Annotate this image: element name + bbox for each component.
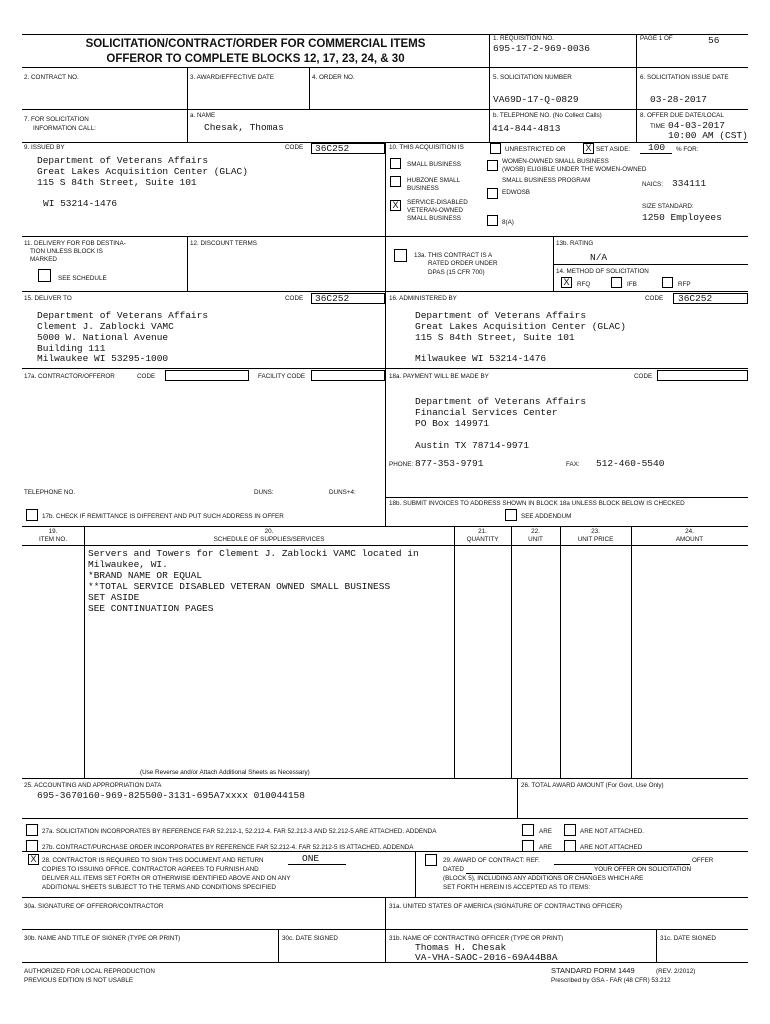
admin-code-label: CODE — [645, 295, 664, 302]
issued-line-2: Great Lakes Acquisition Center (GLAC) — [37, 166, 248, 177]
ifb-label: IFB — [627, 281, 637, 288]
sdvosb-label-1: SERVICE-DISABLED — [407, 199, 468, 206]
set-aside-label: SET ASIDE: — [596, 146, 631, 153]
col23-num: 23. — [591, 528, 600, 535]
wosb-checkbox[interactable] — [487, 160, 498, 171]
rating-label: 13b. RATING — [556, 240, 594, 247]
accounting-data: 695-3670160-969-825500-3131-695A7xxxx 010044158 — [37, 790, 305, 801]
clause-29-offer: OFFER — [692, 857, 714, 864]
col20-num: 20. — [264, 528, 274, 535]
clause-29-line-4: SET FORTH HEREIN IS ACCEPTED AS TO ITEMS: — [443, 884, 591, 891]
wosb-label-2: (WOSB) ELIGIBLE UNDER THE WOMEN-OWNED — [502, 166, 647, 173]
clause-27b-are-not: ARE NOT ATTACHED — [580, 844, 643, 851]
contact-name[interactable]: Chesak, Thomas — [204, 122, 284, 133]
col-schedule-header — [84, 528, 454, 544]
payment-fax-label: FAX: — [566, 461, 580, 468]
footer-authorized: AUTHORIZED FOR LOCAL REPRODUCTION — [24, 968, 155, 975]
page-total: 56 — [708, 35, 720, 46]
offeror-date-label: 30c. DATE SIGNED — [282, 935, 338, 942]
admin-code: 36C252 — [678, 293, 713, 304]
deliver-code: 36C252 — [315, 293, 350, 304]
rfp-label: RFP — [678, 281, 691, 288]
unrestricted-checkbox[interactable] — [490, 143, 501, 154]
administered-by-label: 16. ADMINISTERED BY — [389, 295, 457, 302]
hubzone-label-2: BUSINESS — [407, 185, 439, 192]
clause-27a-are-not-checkbox[interactable] — [564, 824, 576, 836]
award-date-label: 3. AWARD/EFFECTIVE DATE — [190, 74, 275, 81]
contractor-code-box[interactable] — [165, 370, 249, 381]
solicitation-number-label: 5. SOLICITATION NUMBER — [493, 74, 572, 81]
payment-line-1: Department of Veterans Affairs — [415, 396, 587, 407]
solicitation-date-label: 6. SOLICITATION ISSUE DATE — [640, 74, 729, 81]
contact-phone-label: b. TELEPHONE NO. (No Collect Calls) — [493, 112, 602, 119]
payment-fax: 512-460-5540 — [596, 458, 665, 469]
col19-num: 19. — [48, 528, 58, 535]
set-aside-percent-for: % FOR: — [676, 146, 699, 153]
footer-revision: (REV. 2/2012) — [656, 968, 696, 975]
col-unit-price-header — [560, 528, 631, 544]
schedule-line-2: Milwaukee, WI. — [88, 559, 168, 570]
submit-invoices-label: 18b. SUBMIT INVOICES TO ADDRESS SHOWN IN BLOCK 18a UNLESS BLOCK BELOW IS CHECKED — [389, 500, 685, 507]
clause-27a-are-checkbox[interactable] — [522, 824, 534, 836]
requisition-number[interactable]: 695-17-2-969-0036 — [493, 43, 590, 54]
delivery-label-1: 11. DELIVERY FOR FOB DESTINA- — [24, 240, 126, 247]
payment-label: 18a. PAYMENT WILL BE MADE BY — [389, 373, 489, 380]
issued-line-4: WI 53214-1476 — [43, 198, 118, 209]
deliver-code-label: CODE — [285, 295, 304, 302]
col-unit-header — [511, 528, 560, 544]
rated-order-label-2: RATED ORDER UNDER — [428, 260, 498, 267]
unrestricted-label: UNRESTRICTED OR — [505, 146, 566, 153]
deliver-line-4: Building 111 — [37, 343, 106, 354]
ifb-checkbox[interactable] — [611, 277, 622, 288]
col22-label: UNIT — [528, 536, 543, 543]
col19-label: ITEM NO. — [39, 536, 67, 543]
payment-line-3: PO Box 149971 — [415, 418, 490, 429]
clause-27a-label: 27a. SOLICITATION INCORPORATES BY REFERENCE FAR 52.212-1, 52.212-4. FAR 52.212-3 AND 52.212-5 ARE ATTACHED. ADDENDA — [42, 828, 437, 835]
rfq-label: RFQ — [577, 281, 591, 288]
deliver-to-label: 15. DELIVER TO — [24, 295, 72, 302]
remittance-checkbox[interactable] — [26, 509, 38, 521]
set-aside-percent[interactable]: 100 — [648, 142, 666, 153]
method-label: 14. METHOD OF SOLICITATION — [556, 268, 649, 275]
officer-signature-id: VA-VHA-SAOC-2016-69A44B8A — [415, 952, 558, 963]
admin-line-2: Great Lakes Acquisition Center (GLAC) — [415, 321, 626, 332]
eight-a-label: 8(A) — [502, 219, 514, 226]
rfp-checkbox[interactable] — [662, 277, 673, 288]
col21-label: QUANTITY — [466, 536, 499, 543]
deliver-line-3: 5000 W. National Avenue — [37, 332, 169, 343]
schedule-line-5: SET ASIDE — [88, 592, 140, 603]
naics-label: NAICS: — [642, 181, 663, 188]
rated-order-label-1: 13a. THIS CONTRACT IS A — [414, 252, 493, 259]
footer-previous-edition: PREVIOUS EDITION IS NOT USABLE — [24, 977, 134, 984]
issued-code-label: CODE — [285, 144, 304, 151]
clause-28-copies[interactable]: ONE — [302, 853, 320, 864]
sdvosb-label-3: SMALL BUSINESS — [407, 215, 462, 222]
clause-28-line-1: 28. CONTRACTOR IS REQUIRED TO SIGN THIS DOCUMENT AND RETURN — [42, 857, 264, 864]
clause-29-checkbox[interactable] — [425, 854, 437, 866]
clause-29-line-1: 29. AWARD OF CONTRACT: REF. — [443, 857, 540, 864]
hubzone-checkbox[interactable] — [390, 176, 401, 187]
sdvosb-checkbox[interactable]: X — [390, 200, 401, 211]
admin-line-1: Department of Veterans Affairs — [415, 310, 587, 321]
clause-27a-are-not: ARE NOT ATTACHED. — [580, 828, 645, 835]
solicitation-info-label-2: INFORMATION CALL: — [33, 125, 96, 132]
size-standard-label: SIZE STANDARD: — [642, 203, 694, 210]
deliver-line-2: Clement J. Zablocki VAMC — [37, 321, 174, 332]
form-title-line2: OFFEROR TO COMPLETE BLOCKS 12, 17, 23, 24, & 30 — [106, 53, 405, 65]
remittance-label: 17b. CHECK IF REMITTANCE IS DIFFERENT AND PUT SUCH ADDRESS IN OFFER — [42, 513, 284, 520]
rating-value: N/A — [590, 252, 608, 263]
clause-27b-are-not-checkbox[interactable] — [564, 840, 576, 852]
eight-a-checkbox[interactable] — [487, 215, 498, 226]
small-business-checkbox[interactable] — [390, 158, 401, 169]
delivery-label-2: TION UNLESS BLOCK IS — [30, 248, 103, 255]
col20-label: SCHEDULE OF SUPPLIES/SERVICES — [213, 536, 325, 543]
acquisition-label: 10. THIS ACQUISITION IS — [389, 144, 464, 151]
officer-date-label: 31c. DATE SIGNED — [660, 935, 716, 942]
contractor-label: 17a. CONTRACTOR/OFFEROR — [24, 373, 115, 380]
clause-27b-checkbox[interactable] — [26, 840, 38, 852]
total-award-label: 26. TOTAL AWARD AMOUNT (For Govt. Use Only) — [521, 782, 664, 789]
edwosb-checkbox[interactable] — [487, 188, 498, 199]
col-amount-header — [631, 528, 748, 544]
footer-form-name: STANDARD FORM 1449 — [551, 966, 635, 975]
schedule-footnote: (Use Reverse and/or Attach Additional Sheets as Necessary) — [140, 769, 310, 776]
clause-27b-are-checkbox[interactable] — [522, 840, 534, 852]
set-aside-checkbox[interactable]: X — [583, 143, 594, 154]
requisition-label: 1. REQUISITION NO. — [493, 35, 554, 42]
rated-order-checkbox[interactable] — [394, 249, 407, 262]
clause-28-line-4: ADDITIONAL SHEETS SUBJECT TO THE TERMS AND CONDITIONS SPECIFIED — [42, 884, 276, 891]
offeror-signature-label: 30a. SIGNATURE OF OFFEROR/CONTRACTOR — [24, 903, 164, 910]
wosb-label-3: SMALL BUSINESS PROGRAM — [502, 177, 591, 184]
wosb-label-1: WOMEN-OWNED SMALL BUSINESS — [502, 158, 609, 165]
contractor-telephone-label: TELEPHONE NO. — [24, 489, 76, 496]
solicitation-date[interactable]: 03-28-2017 — [650, 94, 708, 105]
admin-line-3: 115 S 84th Street, Suite 101 — [415, 332, 575, 343]
addendum-checkbox[interactable] — [505, 509, 517, 521]
col21-num: 21. — [478, 528, 487, 535]
clause-27a-are: ARE — [539, 828, 552, 835]
delivery-label-3: MARKED — [30, 256, 57, 263]
contractor-code-label: CODE — [137, 373, 156, 380]
solicitation-info-label-1: 7. FOR SOLICITATION — [24, 116, 89, 123]
clause-27b-label: 27b. CONTRACT/PURCHASE ORDER INCORPORATES BY REFERENCE FAR 52.212-4. FAR 52.212-5 IS ATTACHED. ADDENDA — [42, 844, 414, 851]
contract-no-label: 2. CONTRACT NO. — [24, 74, 79, 81]
payment-code-box — [657, 370, 748, 381]
signer-name-label: 30b. NAME AND TITLE OF SIGNER (TYPE OR PRINT) — [24, 935, 181, 942]
rfq-checkbox[interactable]: X — [561, 277, 572, 288]
size-standard: 1250 Employees — [642, 212, 722, 223]
page-label: PAGE 1 OF — [640, 35, 673, 42]
discount-terms-label: 12. DISCOUNT TERMS — [190, 240, 257, 247]
facility-code-label: FACILITY CODE — [258, 373, 306, 380]
issued-code: 36C252 — [315, 143, 350, 154]
schedule-line-6: SEE CONTINUATION PAGES — [88, 603, 214, 614]
schedule-line-4: **TOTAL SERVICE DISABLED VETERAN OWNED SMALL BUSINESS — [88, 581, 391, 592]
see-schedule-label: SEE SCHEDULE — [58, 275, 107, 282]
clause-27b-are: ARE — [539, 844, 552, 851]
col23-label: UNIT PRICE — [577, 536, 614, 543]
naics-code: 334111 — [672, 178, 707, 189]
payment-line-2: Financial Services Center — [415, 407, 558, 418]
footer-prescribed: Prescribed by GSA - FAR (48 CFR) 53.212 — [551, 977, 671, 984]
payment-phone-label: PHONE: — [389, 461, 414, 468]
officer-name: Thomas H. Chesak — [415, 942, 507, 953]
duns4-label: DUNS+4: — [329, 489, 356, 496]
offer-due-label: 8. OFFER DUE DATE/LOCAL — [640, 112, 724, 119]
order-no-label: 4. ORDER NO. — [312, 74, 355, 81]
payment-phone: 877-353-9791 — [415, 458, 484, 469]
col22-num: 22. — [531, 528, 540, 535]
facility-code-box[interactable] — [311, 370, 385, 381]
issued-line-3: 115 S 84th Street, Suite 101 — [37, 177, 197, 188]
form-title-line1: SOLICITATION/CONTRACT/ORDER FOR COMMERCIAL ITEMS — [85, 38, 426, 50]
contact-name-label: a. NAME — [190, 112, 216, 119]
offer-due-time[interactable]: 10:00 AM (CST) — [668, 130, 748, 141]
issued-line-1: Department of Veterans Affairs — [37, 155, 209, 166]
payment-line-4: Austin TX 78714-9971 — [415, 440, 530, 451]
officer-signature-label: 31a. UNITED STATES OF AMERICA (SIGNATURE OF CONTRACTING OFFICER) — [389, 903, 623, 910]
deliver-line-1: Department of Veterans Affairs — [37, 310, 209, 321]
schedule-line-3: *BRAND NAME OR EQUAL — [88, 570, 203, 581]
officer-name-label: 31b. NAME OF CONTRACTING OFFICER (TYPE OR PRINT) — [389, 935, 564, 942]
hubzone-label-1: HUBZONE SMALL — [407, 177, 461, 184]
clause-28-checkbox[interactable]: X — [28, 854, 39, 865]
clause-28-line-2: COPIES TO ISSUING OFFICE. CONTRACTOR AGREES TO FURNISH AND — [42, 866, 259, 873]
issued-by-label: 9. ISSUED BY — [24, 144, 65, 151]
col-item-no-header — [22, 528, 84, 544]
clause-28-line-3: DELIVER ALL ITEMS SET FORTH OR OTHERWISE IDENTIFIED ABOVE AND ON ANY — [42, 875, 291, 882]
solicitation-number[interactable]: VA69D-17-Q-0829 — [493, 94, 579, 105]
addendum-label: SEE ADDENDUM — [521, 513, 572, 520]
rated-order-label-3: DPAS (15 CFR 700) — [428, 269, 485, 276]
offer-due-date[interactable]: 04-03-2017 — [668, 120, 726, 131]
clause-29-line-2: YOUR OFFER ON SOLICITATION — [594, 866, 692, 873]
duns-label: DUNS: — [254, 489, 274, 496]
clause-29-dated: DATED — [443, 866, 464, 873]
small-business-label: SMALL BUSINESS — [407, 161, 462, 168]
time-label: TIME — [650, 123, 666, 130]
edwosb-label: EDWOSB — [502, 189, 530, 196]
sdvosb-label-2: VETERAN-OWNED — [407, 207, 463, 214]
col24-num: 24. — [685, 528, 694, 535]
contact-phone[interactable]: 414-844-4813 — [492, 123, 561, 134]
clause-29-line-3: (BLOCK 5), INCLUDING ANY ADDITIONS OR CHANGES WHICH ARE — [443, 875, 644, 882]
admin-line-4: Milwaukee WI 53214-1476 — [415, 353, 547, 364]
col-quantity-header — [454, 528, 511, 544]
clause-27a-checkbox[interactable] — [26, 824, 38, 836]
accounting-label: 25. ACCOUNTING AND APPROPRIATION DATA — [24, 782, 162, 789]
schedule-line-1: Servers and Towers for Clement J. Zablocki VAMC located in — [88, 548, 419, 559]
deliver-line-5: Milwaukee WI 53295-1000 — [37, 353, 169, 364]
payment-code-label: CODE — [634, 373, 653, 380]
see-schedule-checkbox[interactable] — [38, 269, 51, 282]
col24-label: AMOUNT — [675, 536, 704, 543]
